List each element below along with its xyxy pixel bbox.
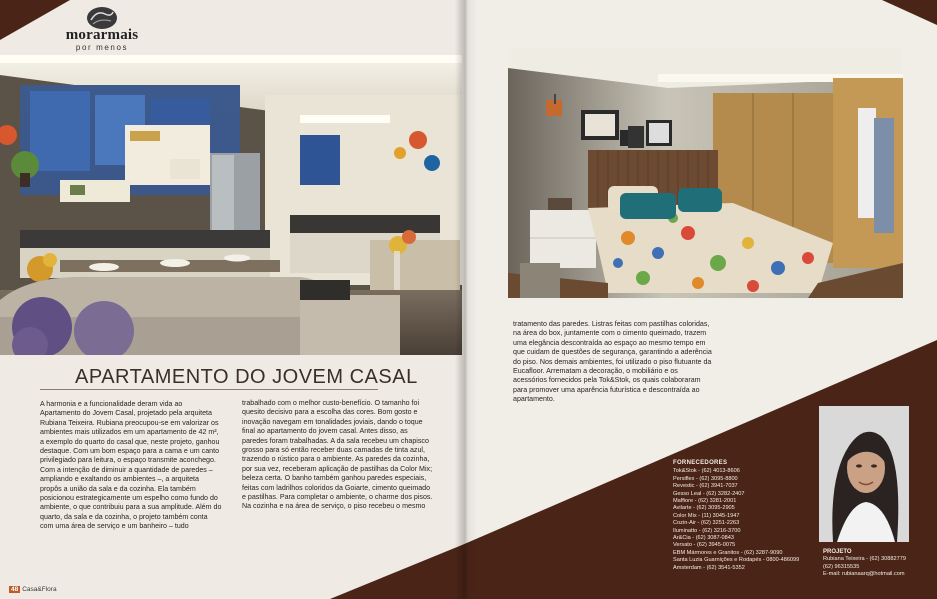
article-column-1: [40, 400, 222, 532]
supplier-item: Amsterdam - (62) 3541-5352: [673, 564, 745, 571]
supplier-item: Santa Luzia Guarnições e Rodapés - 0800-486099: [673, 557, 800, 564]
right-page: [462, 0, 937, 599]
article-paragraph: A harmonia e a funcionalidade deram vida ao Apartamento do Jovem Casal, projetado pela arquiteta Rubiana Teixeira. Rubiana preocupou-se em valorizar os ambientes mais utilizados em um apartamento de 42 m², a exemplo do quarto do casal que, neste projeto, ganhou destaque. Com um bom espaço para a cama e um canto privilegiado para leitura, o espaço transmite aconchego. Com a intenção de diminuir a quantidade de paredes – ampliando e exaltando os ambientes –, a arquiteta propôs a união da sala e da cozinha. Ela também posicionou estrategicamente um espelho como fundo do ambiente, o que contribuiu para a sua amplitude. Além do quarto, da sala e da cozinha, o projeto também conta com uma área de serviço e um banheiro – tudo: [40, 400, 222, 531]
architect-phone: (62) 96315535: [823, 563, 860, 570]
supplier-item: Persiflex - (62) 3095-8800: [673, 475, 738, 482]
magazine-logo: [62, 6, 142, 52]
project-heading: PROJETO: [823, 549, 852, 555]
project-credit: [823, 549, 933, 579]
left-page: [0, 0, 462, 599]
living-kitchen-photo: [0, 55, 462, 355]
architect-name: Rubiana Teixeira - (62) 30882779: [823, 556, 906, 563]
page-number: 48: [11, 586, 19, 593]
architect-email: E-mail: rubianaarq@hotmail.com: [823, 571, 905, 578]
supplier-item: Cozin-Air - (62) 3251-2263: [673, 520, 740, 527]
supplier-item: Versato - (62) 3945-0075: [673, 542, 736, 549]
magazine-name: Casa&Flora: [22, 586, 57, 593]
article-title: APARTAMENTO DO JOVEM CASAL: [75, 366, 418, 388]
supplier-item: Ar&Cia - (62) 3087-0843: [673, 535, 734, 542]
logo-tagline: por menos: [75, 43, 129, 52]
page-folio: [9, 586, 57, 593]
article-paragraph: tratamento das paredes. Listras feitas com pastilhas coloridas, na área do box, juntamente com o cimento queimado, trazem uma elegância descontraída ao espaço ao mesmo tempo em que cuidam de questões de segurança, garantindo a aderência do piso. Nos demais ambientes, foi utilizado o piso flutuante da Eucafloor. Arrematam a decoração, o mobiliário e os acessórios fornecidos pela Tok&Stok, os quais colaboraram para promover uma aparência futurística e descontraída ao apartamento.: [513, 320, 712, 404]
bedroom-photo: [508, 48, 903, 298]
suppliers-heading: FORNECEDORES: [673, 460, 728, 466]
supplier-item: Revestic - (62) 3941-7037: [673, 483, 738, 490]
supplier-item: Gesso Leal - (62) 3282-2407: [673, 490, 745, 497]
supplier-item: Color Mix - (11) 3045-1947: [673, 512, 740, 519]
supplier-item: Tok&Stok - (62) 4013-8606: [673, 468, 740, 475]
supplier-item: EBM Mármores e Granitos - (62) 3287-9090: [673, 549, 783, 556]
suppliers-list: [673, 460, 823, 572]
architect-portrait: [819, 406, 909, 542]
supplier-item: Maffiore - (62) 3281-2001: [673, 498, 737, 505]
title-divider: [40, 389, 378, 390]
article-column-2: [242, 399, 434, 512]
logo-name: morarmais: [65, 27, 139, 43]
article-paragraph: trabalhado com o melhor custo-benefício. O tamanho foi quesito decisivo para a escolha das cores. Bom gosto e inovação navegam em tonalidades joviais, dando o toque final ao apartamento do jovem casal. Antes disso, as paredes foram trabalhadas. A da sala recebeu um chapisco grosso para só então receber duas camadas de tinta azul, trazendo o rústico para o ambiente. As paredes da cozinha, por sua vez, receberam aplicação de pastilhas da Color Mix; beleza certa. O banho também ganhou paredes especiais, feitas com ladrilhos coloridos da Goiarte, cimento queimado e pastilhas. Para completar o ambiente, o charme dos pisos. Na cozinha e na área de serviço, o piso recebeu o mesmo: [242, 399, 433, 511]
supplier-item: Avilarte - (62) 3095-2905: [673, 505, 735, 512]
article-column-3: [513, 320, 713, 405]
supplier-item: Iluminatto - (62) 3216-3700: [673, 527, 741, 534]
